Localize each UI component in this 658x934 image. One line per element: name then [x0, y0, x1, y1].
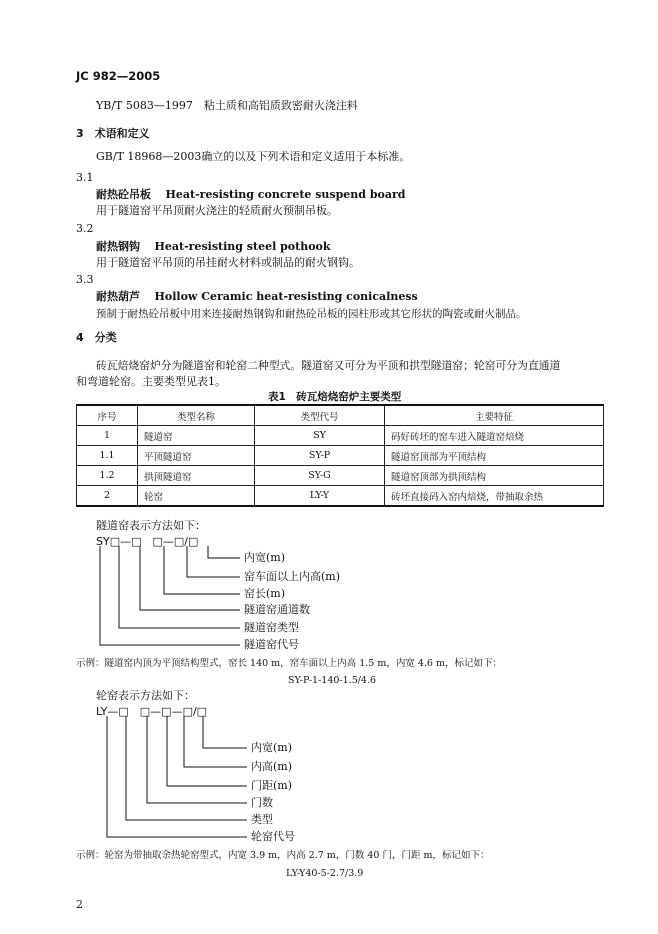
term-cn: 耐热葫芦 — [96, 290, 140, 303]
term-definition: 用于隧道窑平吊顶耐火浇注的轻质耐火预制吊板。 — [96, 204, 338, 217]
term-number: 3.2 — [76, 222, 94, 235]
notation-label: 隧道窑类型 — [244, 621, 299, 634]
section-3-intro: GB/T 18968—2003确立的以及下列术语和定义适用于本标准。 — [96, 150, 411, 163]
ring-example-text: 示例：轮窑为带抽取余热轮窑型式，内宽 3.9 m，内高 2.7 m，门数 40 门，门距 m，标记如下： — [76, 850, 490, 861]
notation-label: 隧道窑通道数 — [244, 603, 310, 616]
tunnel-notation-heading: 隧道窑表示方法如下： — [96, 519, 206, 532]
bracket-line — [167, 716, 247, 786]
notation-label: 内宽(m) — [244, 551, 286, 564]
notation-label: 内高(m) — [251, 760, 293, 773]
bracket-line — [100, 546, 240, 645]
notation-label: 窑长(m) — [244, 587, 286, 600]
term-en: Hollow Ceramic heat-resisting conicalness — [154, 290, 418, 303]
header-cell: 类型代号 — [255, 405, 385, 426]
ring-notation-heading: 轮窑表示方法如下： — [96, 689, 195, 702]
section-4-paragraph: 砖瓦焙烧窑炉分为隧道窑和轮窑二种型式。隧道窑又可分为平顶和拱型隧道窑；轮窑可分为直通道 — [96, 359, 561, 372]
header-cell: 主要特征 — [385, 405, 604, 426]
term-en: Heat-resisting concrete suspend board — [165, 188, 406, 201]
table-cell: 拱顶隧道窑 — [138, 466, 255, 486]
term-cn: 耐热砼吊板 — [96, 188, 151, 201]
table-cell: SY-P — [255, 446, 385, 466]
table-cell: 砖坯直接码入窑内焙烧，带抽取余热 — [385, 486, 604, 507]
table-cell: 隧道窑 — [138, 426, 255, 446]
section-4-title: 4 分类 — [76, 331, 117, 344]
bracket-line — [208, 546, 240, 558]
table-cell: LY-Y — [255, 486, 385, 507]
term-number: 3.1 — [76, 171, 94, 184]
tunnel-example-text: 示例：隧道窑内顶为平顶结构型式，窑长 140 m，窑车面以上内高 1.5 m，内宽 4.6 m，标记如下： — [76, 658, 502, 669]
normative-reference: YB/T 5083—1997 粘土质和高铝质致密耐火浇注料 — [96, 99, 358, 112]
notation-label: 类型 — [251, 813, 273, 826]
bracket-line — [126, 716, 247, 820]
tunnel-example-code: SY-P-1-140-1.5/4.6 — [288, 675, 377, 686]
term-definition: 预制于耐热砼吊板中用来连接耐热钢钩和耐热砼吊板的园柱形或其它形状的陶瓷或耐火制品。 — [96, 308, 527, 320]
table-cell: 码好砖坯的窑车进入隧道窑焙烧 — [385, 426, 604, 446]
section-4-paragraph-cont: 和弯道轮窑。主要类型见表1。 — [76, 375, 226, 388]
table-cell: 轮窑 — [138, 486, 255, 507]
term-cn: 耐热钢钩 — [96, 240, 140, 253]
doc-id: JC 982—2005 — [76, 69, 161, 83]
table-cell: 1.1 — [77, 446, 138, 466]
table-caption: 表1 砖瓦焙烧窑炉主要类型 — [268, 391, 402, 403]
table-cell: 2 — [77, 486, 138, 507]
bracket-line — [164, 546, 240, 594]
notation-label: 内宽(m) — [251, 741, 293, 754]
notation-label: 门距(m) — [251, 779, 293, 792]
table-cell: 平顶隧道窑 — [138, 446, 255, 466]
table-cell: SY-G — [255, 466, 385, 486]
term-definition: 用于隧道窑平吊顶的吊挂耐火材料或制品的耐火钢钩。 — [96, 256, 360, 269]
table-cell: 1 — [77, 426, 138, 446]
table-cell: 1.2 — [77, 466, 138, 486]
bracket-line — [187, 546, 240, 577]
section-3-title: 3 术语和定义 — [76, 127, 150, 140]
tunnel-notation-code: SY□—□ □—□/□ — [96, 535, 199, 548]
bracket-line — [140, 546, 240, 610]
header-cell: 序号 — [77, 405, 138, 426]
table-cell: 隧道窑顶部为拱顶结构 — [385, 466, 604, 486]
bracket-line — [184, 716, 247, 767]
page-number: 2 — [76, 898, 83, 911]
notation-label: 门数 — [251, 796, 273, 809]
notation-label: 轮窑代号 — [251, 830, 295, 843]
bracket-line — [203, 716, 247, 748]
table-cell: 隧道窑顶部为平顶结构 — [385, 446, 604, 466]
notation-label: 窑车面以上内高(m) — [244, 570, 341, 583]
header-cell: 类型名称 — [138, 405, 255, 426]
term-en: Heat-resisting steel pothook — [154, 240, 331, 253]
ring-notation-code: LY—□ □—□—□/□ — [96, 705, 208, 718]
bracket-line — [107, 716, 247, 837]
table-cell: SY — [255, 426, 385, 446]
bracket-line — [147, 716, 247, 803]
term-number: 3.3 — [76, 273, 94, 286]
notation-label: 隧道窑代号 — [244, 638, 299, 651]
ring-example-code: LY-Y40-5-2.7/3.9 — [286, 868, 364, 879]
